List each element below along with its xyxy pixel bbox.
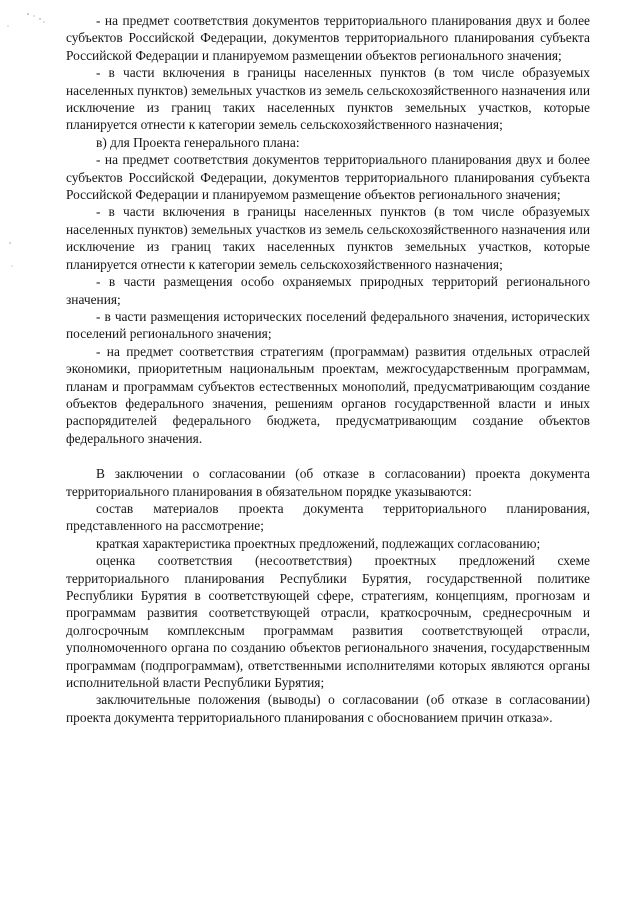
paragraph-bottom-4: оценка соответствия (несоответствия) проектных предложений схеме территориального планирования Республики Бурятия, государственной политике Республики Бурятия в соответствующей сфере, стратегиям, концепциям, прогнозам и программам развития соответствующей отрасли, краткосрочным, среднесрочным и долгосрочным комплексным программам развития соответствующей отрасли, уполномоченного органа по созданию объектов регионального значения, государственным программам (подпрограммам), ответственными исполнителями которых являются органы исполнительной власти Республики Бурятия; (66, 553, 590, 691)
paragraph-top-8: - на предмет соответствия стратегиям (программам) развития отдельных отраслей экономики, приоритетным национальным проектам, межгосударственным программам, планам и программам субъектов естественных монополий, предусматривающим создание объектов федерального значения, решениям органов государственной власти и иных распорядителей федерального бюджета, предусматривающим создание объектов федерального значения. (66, 343, 590, 446)
paragraph-bottom-5: заключительные положения (выводы) о согласовании (об отказе в согласовании) проекта документа территориального планирования с обоснованием причин отказа». (66, 692, 590, 725)
paragraph-top-2: - в части включения в границы населенных пунктов (в том числе образуемых населенных пунктов) земельных участков из земель сельскохозяйственного назначения или исключение из границ таких населенных пунктов земельных участков, которые планируется отнести к категории земель сельскохозяйственного назначения; (66, 65, 590, 133)
paragraph-top-3: в) для Проекта генерального плана: (96, 134, 300, 150)
paragraph-top-6: - в части размещения особо охраняемых природных территорий регионального значения; (66, 274, 590, 307)
paragraph-top-1: - на предмет соответствия документов территориального планирования двух и более субъектов Российской Федерации, документов территориального планирования субъекта Российской Федерации и планируемом размещении объектов регионального значения; (66, 13, 590, 63)
paragraph-top-5: - в части включения в границы населенных пунктов (в том числе образуемых населенных пунктов) земельных участков из земель сельскохозяйственного назначения или исключение из границ таких населенных пунктов земельных участков, которые планируется отнести к категории земель сельскохозяйственного назначения; (66, 204, 590, 272)
paragraph-top-4: - на предмет соответствия документов территориального планирования двух и более субъектов Российской Федерации, документов территориального планирования субъекта Российской Федерации и планируемом размещение объектов регионального значения; (66, 152, 590, 203)
paragraph-bottom-1: В заключении о согласовании (об отказе в согласовании) проекта документа территориального планирования в обязательном порядке указываются: (66, 466, 590, 499)
paragraph-bottom-3: краткая характеристика проектных предложений, подлежащих согласованию; (96, 535, 541, 551)
section-gap (66, 447, 590, 465)
document-page (66, 12, 590, 726)
paragraph-bottom-2: состав материалов проекта документа территориального планирования, представленного на рассмотрение; (66, 500, 590, 534)
paragraph-top-7: - в части размещения исторических поселений федерального значения, исторических поселений регионального значения; (66, 308, 590, 342)
